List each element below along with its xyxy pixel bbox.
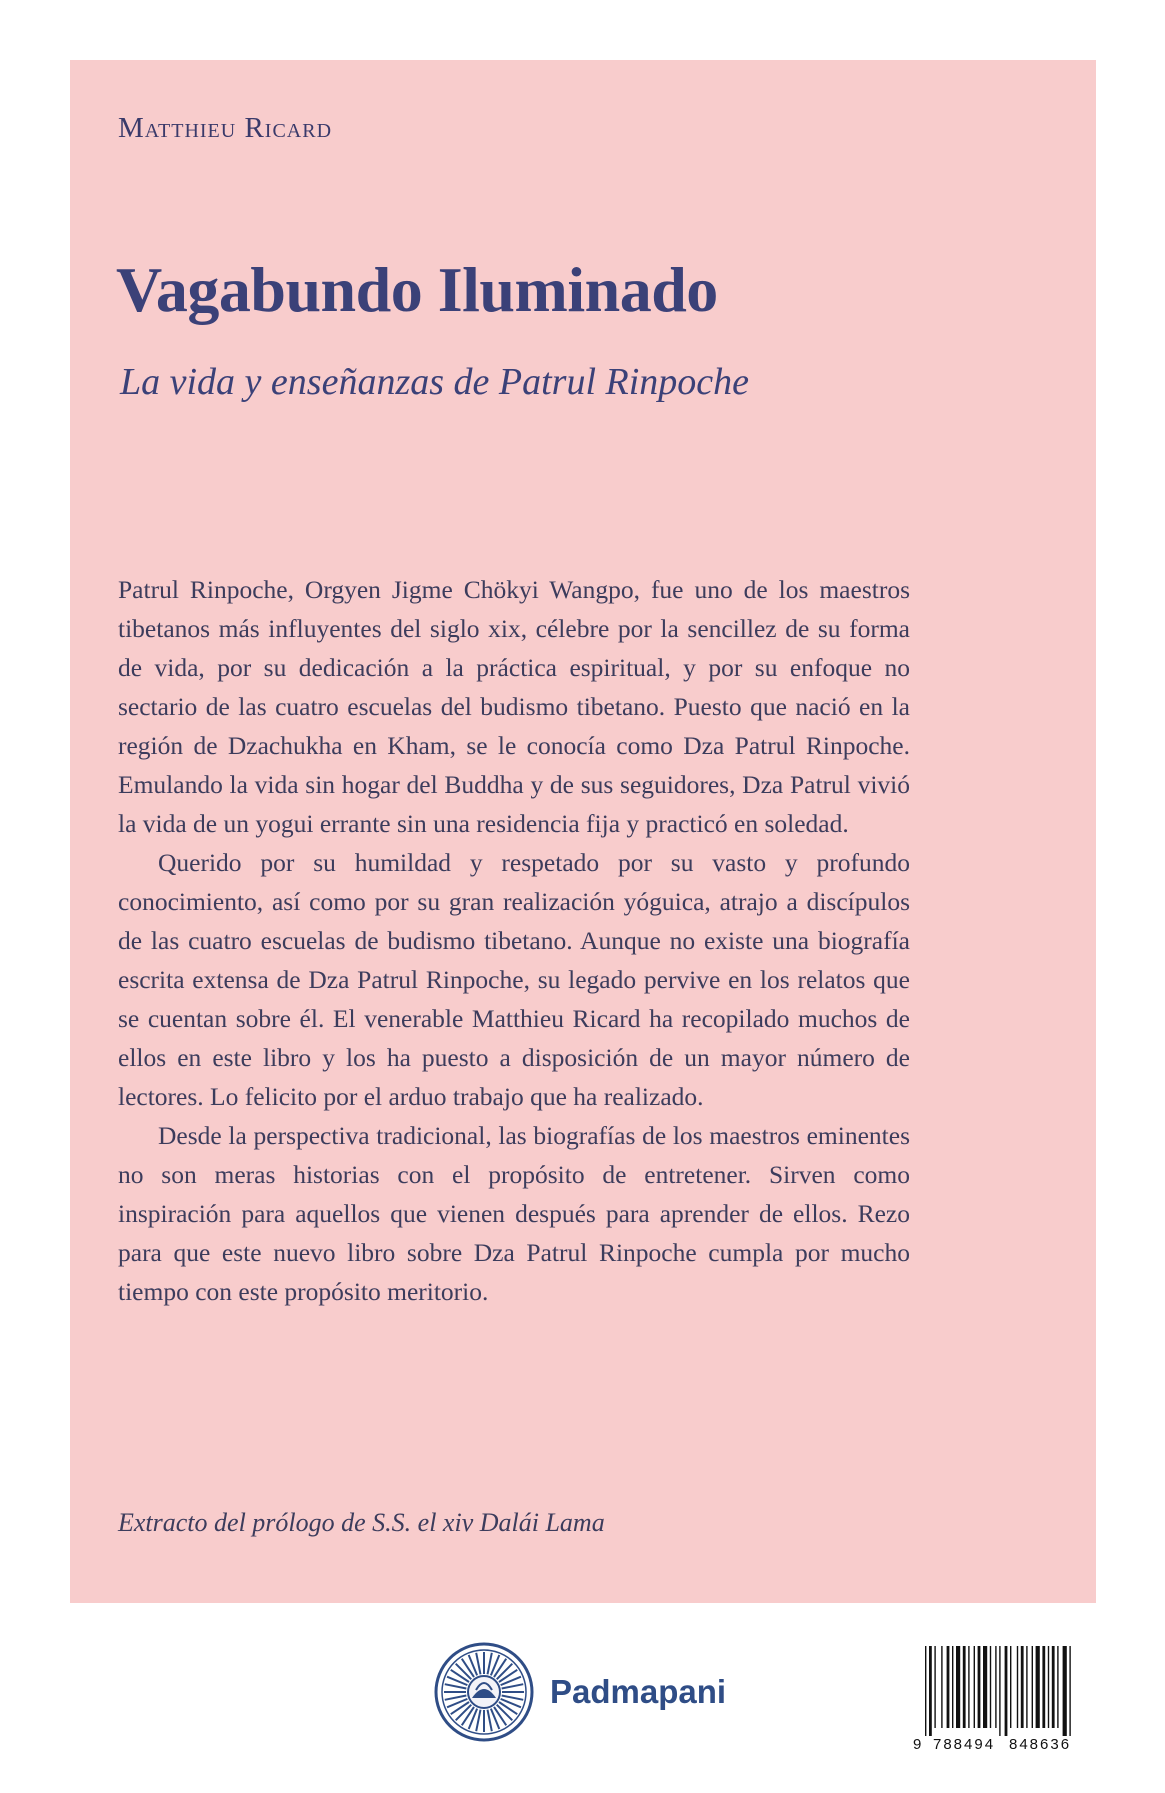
logo-ray (502, 1684, 524, 1688)
barcode-bar (1021, 1646, 1024, 1728)
foreword-attribution: Extracto del prólogo de S.S. el xiv Dalái Lama (118, 1508, 605, 1537)
barcode-bar (968, 1646, 969, 1728)
barcode-bar (1005, 1646, 1008, 1736)
barcode-bar (963, 1646, 966, 1728)
barcode-bars (913, 1646, 1083, 1736)
logo-ray (502, 1696, 524, 1700)
barcode-bar (934, 1646, 935, 1728)
barcode-bar (925, 1646, 926, 1736)
barcode-bar (1010, 1646, 1011, 1728)
publisher-block (432, 1640, 726, 1744)
blurb-paragraph: Querido por su humildad y respetado por su vasto y profundo conocimiento, así como por su gran realización yóguica, atrajo a discípulos de las cuatro escuelas de budismo tibetano. Aunque no existe una biografía escrita extensa de Dza Patrul Rinpoche, su legado pervive en los relatos que se cuentan sobre él. El venerable Matthieu Ricard ha recopilado muchos de ellos en este libro y los ha puesto a disposición de un mayor número de lectores. Lo felicito por el arduo trabajo que ha realizado. (118, 848, 910, 1111)
barcode-bar (1042, 1646, 1045, 1728)
author-name: Matthieu Ricard (118, 112, 333, 144)
barcode-bar (974, 1646, 975, 1728)
blurb-text (118, 570, 910, 1311)
logo-ray (456, 1705, 472, 1721)
barcode-bar (941, 1646, 942, 1728)
barcode-bar (1069, 1646, 1070, 1736)
logo-ray (456, 1664, 472, 1680)
publisher-name: Padmapani (550, 1673, 727, 1710)
barcode-bar (995, 1646, 996, 1728)
logo-ray (488, 1653, 492, 1675)
logo-ray (445, 1696, 467, 1700)
logo-ray (445, 1684, 467, 1688)
barcode-bar (983, 1646, 987, 1728)
barcode-bar (1048, 1646, 1049, 1728)
barcode-bar (929, 1646, 932, 1736)
barcode-digits-right: 848636 (1009, 1736, 1072, 1753)
barcode-bar (947, 1646, 950, 1728)
barcode-bar (1052, 1646, 1055, 1728)
barcode-bar (1026, 1646, 1027, 1728)
padmapani-logo-icon (432, 1640, 536, 1744)
logo-ray (476, 1710, 480, 1732)
book-subtitle: La vida y enseñanzas de Patrul Rinpoche (120, 361, 750, 403)
barcode-bar (1032, 1646, 1033, 1728)
blurb-paragraph: Patrul Rinpoche, Orgyen Jigme Chökyi Wangpo, fue uno de los maestros tibetanos más influyentes del siglo xix, célebre por la sencillez de su forma de vida, por su dedicación a la práctica espiritual, y por su enfoque no sectario de las cuatro escuelas del budismo tibetano. Puesto que nació en la región de Dzachukha en Kham, se le conocía como Dza Patrul Rinpoche. Emulando la vida sin hogar del Buddha y de sus seguidores, Dza Patrul vivió la vida de un yogui errante sin una residencia fija y practicó en soledad. (118, 575, 910, 838)
logo-ray (476, 1653, 480, 1675)
barcode-digit-first: 9 (913, 1736, 922, 1753)
isbn-barcode (913, 1646, 1083, 1754)
barcode-bar (1036, 1646, 1040, 1728)
barcode-bar (1063, 1646, 1067, 1736)
logo-ray (497, 1705, 513, 1721)
book-title: Vagabundo Iluminado (116, 254, 718, 325)
barcode-bar (1057, 1646, 1058, 1728)
barcode-bar (999, 1646, 1000, 1736)
barcode-digits-left: 788494 (933, 1736, 996, 1753)
barcode-bar (956, 1646, 960, 1728)
barcode-bar (990, 1646, 991, 1728)
barcode-bar (978, 1646, 981, 1728)
blurb-paragraph: Desde la perspectiva tradicional, las biografías de los maestros eminentes no son meras historias con el propósito de entretener. Sirven como inspiración para aquellos que vienen después para aprender de ellos. Rezo para que este nuevo libro sobre Dza Patrul Rinpoche cumpla por mucho tiempo con este propósito meritorio. (118, 1121, 910, 1306)
logo-ray (488, 1710, 492, 1732)
barcode-bar (952, 1646, 953, 1728)
logo-ray (497, 1664, 513, 1680)
barcode-bar (1017, 1646, 1018, 1728)
